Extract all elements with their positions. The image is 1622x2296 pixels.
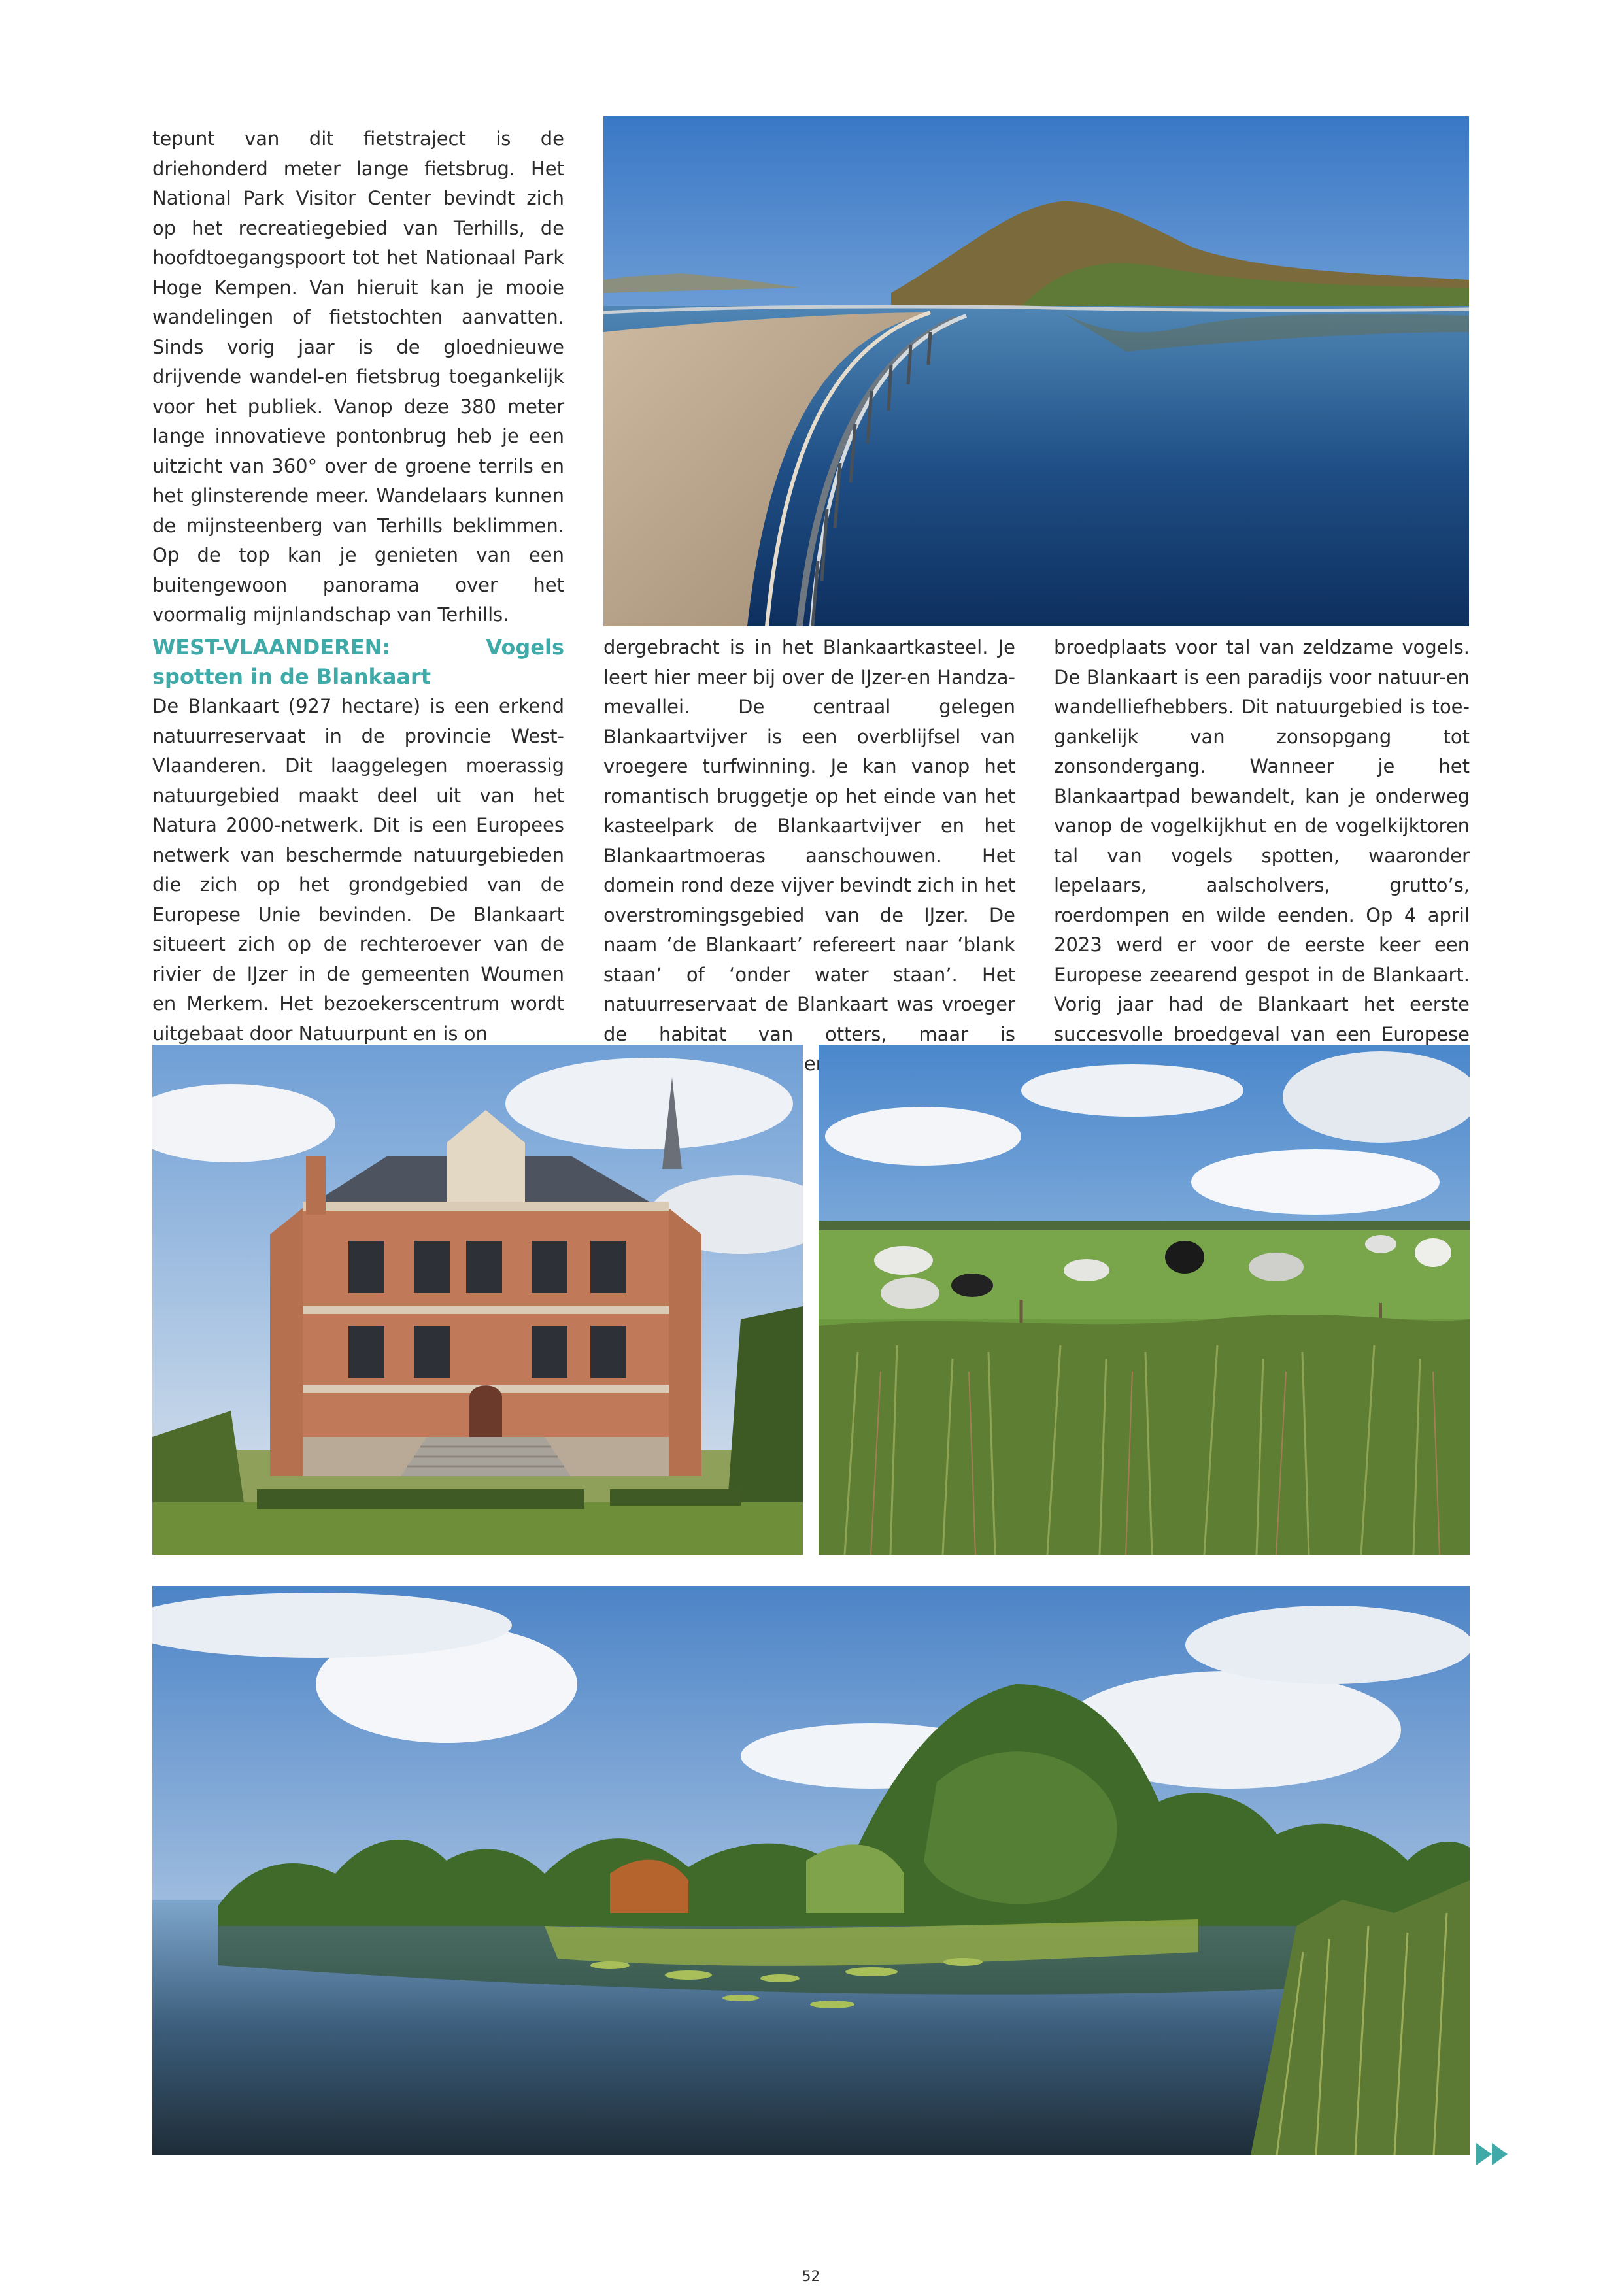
article-paragraph-1: De Blankaart (927 hectare) is een erkend natuurreservaat in de provincie West- Vlaanderen. Dit laaggelegen moerassig natuurgebied maakt deel uit van het Natura 2000-netwerk. Dit is een Europees netwerk van beschermde natuurgebieden die zich op het grondgebied van de Europese Unie bevinden. De Blankaart situeert zich op de rechteroever van de rivier de IJzer in de gemeenten Woumen en Merkem. Het bezoekerscentrum wordt uitgebaat door Natuurpunt en is on	[152, 695, 564, 1045]
photo-floating-bridge	[603, 116, 1469, 626]
article-paragraph-2: dergebracht is in het Blankaartkasteel. Je leert hier meer bij over de IJzer-en Handzamevallei. De centraal gelegen Blankaartvijver is een overblijfsel van vroegere turfwinning. Je kan vanop het romantisch bruggetje op het einde van het kasteelpark de Blankaartvijver en het Blankaartmoeras aanschouwen. Het domein rond deze vijver bevindt zich in het overstromingsgebied van de IJzer. De naam ‘de Blankaart’ refereert naar ‘blank staan’ of ‘onder water staan’. Het natuurreservaat de Blankaart was vroeger de habitat van otters, maar is	[603, 636, 1015, 1045]
article-column-2	[603, 633, 1015, 1079]
article-column-1	[152, 633, 564, 1049]
photo-blankaart-castle	[152, 1045, 803, 1555]
double-chevron-right-icon[interactable]	[1476, 2143, 1509, 2165]
article-column-3	[1054, 633, 1470, 1079]
intro-text	[152, 124, 564, 630]
photo-cows-meadow	[819, 1045, 1470, 1555]
photo-blankaart-pond	[152, 1586, 1470, 2155]
section-heading: WEST-VLAANDEREN: Vogels spotten in de Blankaart	[152, 635, 564, 689]
intro-paragraph: tepunt van dit fietstraject is de driehonderd meter lange fietsbrug. Het National Park Visitor Center bevindt zich op het recreatiegebied van Terhills, de hoofdtoegangspoort tot het Nationaal Park Hoge Kempen. Van hieruit kan je mooie wandelingen of fietstochten aanvatten. Sinds vorig jaar is de gloednieuwe drijvende wandel-en fietsbrug toegankelijk voor het publiek. Vanop deze 380 meter lange innovatieve pontonbrug heb je een uitzicht van 360° over de groene terrils en het glinsterende meer. Wandelaars kunnen de mijnsteenberg van Terhills beklimmen. Op de top kan je genieten van een buitengewoon panorama over het voormalig mijnlandschap van Terhills.	[152, 127, 564, 626]
page-number: 52	[802, 2269, 820, 2285]
article-paragraph-3: broedplaats voor tal van zeldzame vogels. De Blankaart is een paradijs voor natuur-en wandelliefhebbers. Dit natuurgebied is toegankelijk van zonsopgang tot zonsondergang. Wanneer je het Blankaartpad bewandelt, kan je onderweg vanop de vogelkijkhut en de vogelkijktoren tal van vogels spotten, waaronder lepelaars, aalscholvers, grutto’s, roerdompen en wilde eenden. Op 4 april 2023 werd er voor de eerste keer een Europese zeearend gespot in de Blankaart. Vorig jaar had de Blankaart het eerste succesvolle broedgeval van een Europese	[1054, 636, 1470, 1045]
